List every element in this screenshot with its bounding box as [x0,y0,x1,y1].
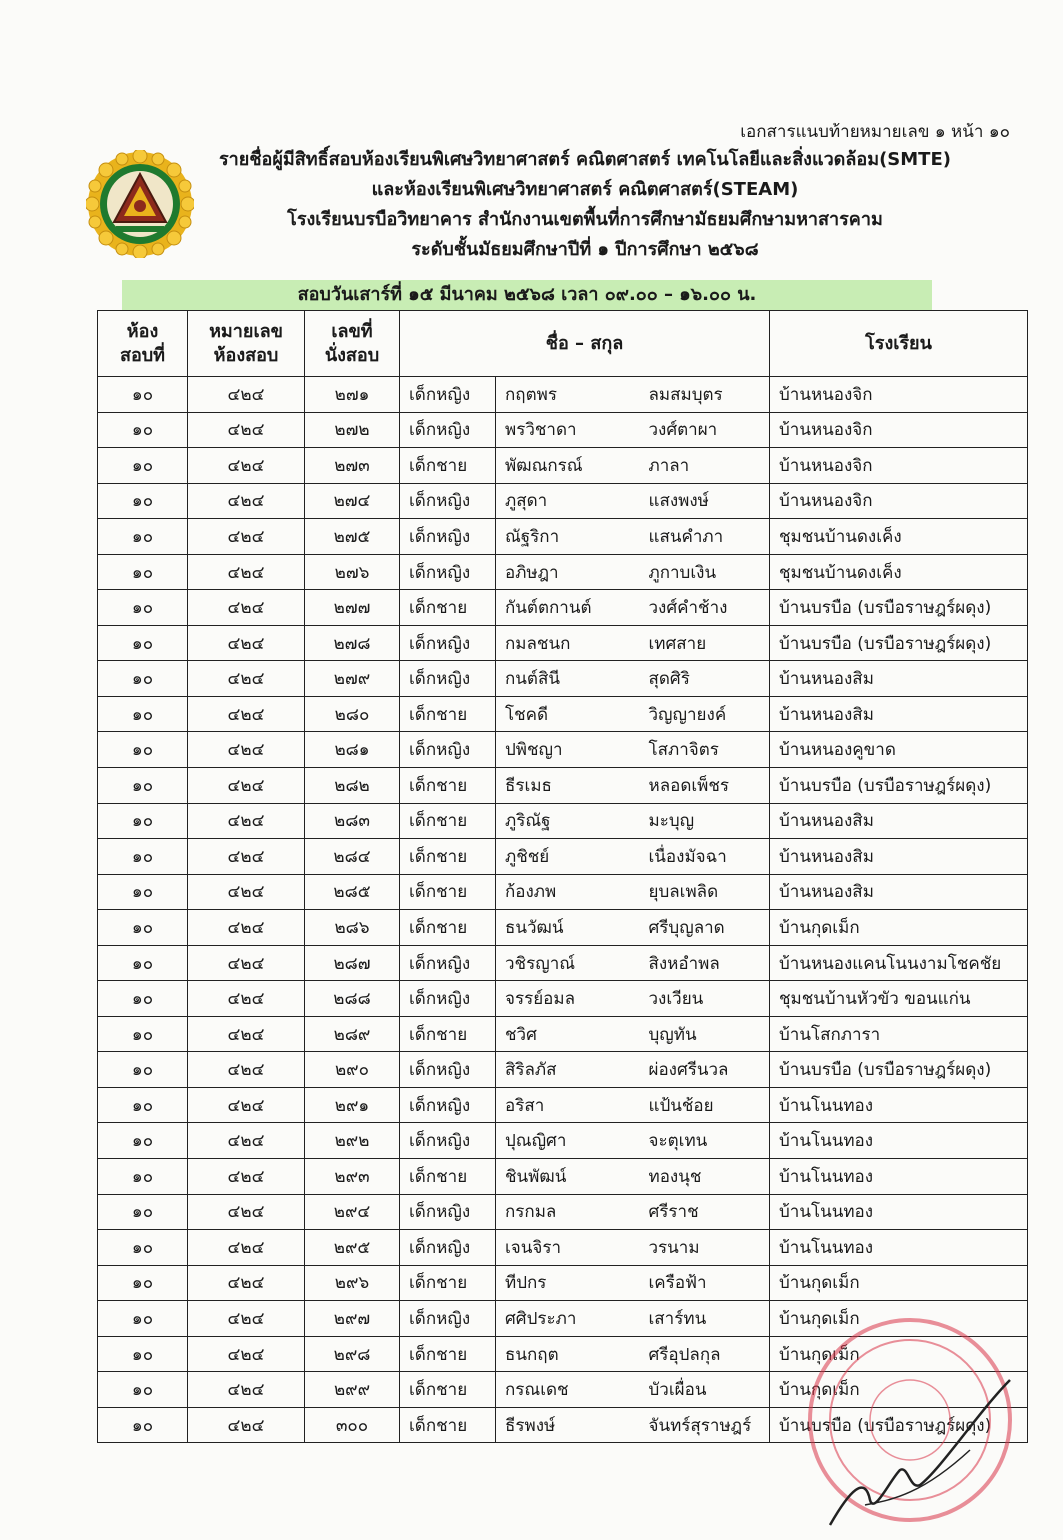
cell-title: เด็กหญิง [400,554,496,590]
cell-seat-number: ๒๙๐ [305,1052,400,1088]
table-row [98,1230,1028,1266]
cell-school: บ้านหนองจิก [770,483,1028,519]
cell-seat-number: ๒๗๘ [305,625,400,661]
table-row [98,661,1028,697]
cell-first-name: ธีรเมธ [496,768,640,804]
cell-last-name: ลมสมบุตร [640,377,770,413]
cell-title: เด็กชาย [400,1159,496,1195]
cell-title: เด็กหญิง [400,1194,496,1230]
table-row [98,981,1028,1017]
cell-seat-number: ๒๗๕ [305,519,400,555]
cell-first-name: สิริลภัส [496,1052,640,1088]
cell-first-name: กรกมล [496,1194,640,1230]
header-seat-number: เลขที่ นั่งสอบ [305,311,400,377]
cell-room: ๑๐ [98,910,188,946]
table-row [98,768,1028,804]
cell-school: บ้านหนองสิม [770,661,1028,697]
table-row [98,412,1028,448]
table-row [98,910,1028,946]
cell-title: เด็กหญิง [400,625,496,661]
cell-last-name: วรนาม [640,1230,770,1266]
cell-first-name: วชิรญาณ์ [496,945,640,981]
cell-room-number: ๔๒๔ [188,412,305,448]
table-row [98,803,1028,839]
cell-first-name: โชคดี [496,696,640,732]
cell-title: เด็กชาย [400,910,496,946]
cell-school: บ้านโนนทอง [770,1230,1028,1266]
cell-room: ๑๐ [98,1301,188,1337]
cell-first-name: ชินพัฒน์ [496,1159,640,1195]
cell-room: ๑๐ [98,625,188,661]
cell-room-number: ๔๒๔ [188,1336,305,1372]
title-line-2: และห้องเรียนพิเศษวิทยาศาสตร์ คณิตศาสตร์(STEAM) [371,179,799,200]
cell-title: เด็กหญิง [400,519,496,555]
cell-seat-number: ๒๘๓ [305,803,400,839]
title-line-3: โรงเรียนบรบือวิทยาคาร สำนักงานเขตพื้นที่การศึกษามัธยมศึกษามหาสารคาม [287,209,883,230]
cell-room-number: ๔๒๔ [188,1372,305,1408]
cell-first-name: ณัฐริกา [496,519,640,555]
cell-room: ๑๐ [98,1016,188,1052]
cell-first-name: ธนกฤต [496,1336,640,1372]
cell-room-number: ๔๒๔ [188,661,305,697]
cell-seat-number: ๒๙๔ [305,1194,400,1230]
cell-room-number: ๔๒๔ [188,1159,305,1195]
cell-last-name: ภูกาบเงิน [640,554,770,590]
cell-seat-number: ๒๗๙ [305,661,400,697]
cell-first-name: ธนวัฒน์ [496,910,640,946]
cell-room: ๑๐ [98,839,188,875]
cell-title: เด็กชาย [400,696,496,732]
table-row [98,377,1028,413]
cell-room: ๑๐ [98,1336,188,1372]
cell-first-name: ธีรพงษ์ [496,1407,640,1443]
cell-seat-number: ๒๘๔ [305,839,400,875]
cell-last-name: จะตุเทน [640,1123,770,1159]
header-school: โรงเรียน [770,311,1028,377]
cell-room-number: ๔๒๔ [188,696,305,732]
table-row [98,1301,1028,1337]
cell-title: เด็กหญิง [400,981,496,1017]
cell-school: บ้านหนองสิม [770,839,1028,875]
cell-title: เด็กชาย [400,768,496,804]
cell-room: ๑๐ [98,1407,188,1443]
cell-room-number: ๔๒๔ [188,803,305,839]
cell-first-name: กฤตพร [496,377,640,413]
cell-seat-number: ๒๗๑ [305,377,400,413]
cell-room: ๑๐ [98,377,188,413]
cell-last-name: โสภาจิตร [640,732,770,768]
table-row [98,732,1028,768]
cell-school: บ้านโนนทอง [770,1123,1028,1159]
candidate-table [97,310,1028,1443]
cell-seat-number: ๒๘๕ [305,874,400,910]
cell-seat-number: ๒๙๒ [305,1123,400,1159]
cell-school: บ้านหนองจิก [770,412,1028,448]
table-row [98,554,1028,590]
cell-seat-number: ๒๗๗ [305,590,400,626]
header-name: ชื่อ – สกุล [400,311,770,377]
cell-last-name: บัวเผื่อน [640,1372,770,1408]
table-row [98,1407,1028,1443]
cell-first-name: กมลชนก [496,625,640,661]
document-title [195,145,975,265]
cell-seat-number: ๓๐๐ [305,1407,400,1443]
cell-school: บ้านบรบือ (บรบือราษฎร์ผดุง) [770,590,1028,626]
cell-room: ๑๐ [98,945,188,981]
cell-title: เด็กชาย [400,839,496,875]
school-emblem-icon [86,150,194,258]
cell-room-number: ๔๒๔ [188,981,305,1017]
cell-room: ๑๐ [98,519,188,555]
cell-title: เด็กหญิง [400,412,496,448]
cell-room-number: ๔๒๔ [188,483,305,519]
cell-first-name: อภิษฎา [496,554,640,590]
header-room: ห้อง สอบที่ [98,311,188,377]
cell-room-number: ๔๒๔ [188,910,305,946]
cell-last-name: วงศ์คำช้าง [640,590,770,626]
cell-room-number: ๔๒๔ [188,554,305,590]
table-row [98,1336,1028,1372]
cell-seat-number: ๒๘๙ [305,1016,400,1052]
table-row [98,448,1028,484]
cell-title: เด็กชาย [400,1372,496,1408]
cell-room-number: ๔๒๔ [188,1194,305,1230]
cell-last-name: สุดศิริ [640,661,770,697]
cell-room-number: ๔๒๔ [188,768,305,804]
cell-last-name: ทองนุช [640,1159,770,1195]
cell-title: เด็กหญิง [400,661,496,697]
cell-room-number: ๔๒๔ [188,1087,305,1123]
cell-title: เด็กชาย [400,1016,496,1052]
cell-last-name: สิงหอำพล [640,945,770,981]
cell-seat-number: ๒๗๒ [305,412,400,448]
cell-room-number: ๔๒๔ [188,1407,305,1443]
cell-seat-number: ๒๗๔ [305,483,400,519]
cell-last-name: ยุบลเพลิด [640,874,770,910]
cell-last-name: ภาลา [640,448,770,484]
cell-seat-number: ๒๗๖ [305,554,400,590]
cell-first-name: ปุณญิศา [496,1123,640,1159]
cell-last-name: เนื่องมัจฉา [640,839,770,875]
cell-title: เด็กชาย [400,448,496,484]
cell-first-name: กันต์ตกานต์ [496,590,640,626]
cell-last-name: วงเวียน [640,981,770,1017]
cell-seat-number: ๒๘๖ [305,910,400,946]
cell-last-name: เสาร์ทน [640,1301,770,1337]
cell-room-number: ๔๒๔ [188,945,305,981]
cell-school: บ้านบรบือ (บรบือราษฎร์ผดุง) [770,768,1028,804]
cell-seat-number: ๒๘๑ [305,732,400,768]
cell-seat-number: ๒๗๓ [305,448,400,484]
exam-date-banner: สอบวันเสาร์ที่ ๑๕ มีนาคม ๒๕๖๘ เวลา ๐๙.๐๐ – ๑๖.๐๐ น. [122,280,932,310]
cell-title: เด็กหญิง [400,1301,496,1337]
cell-school: บ้านโสกภารา [770,1016,1028,1052]
title-line-1: รายชื่อผู้มีสิทธิ์สอบห้องเรียนพิเศษวิทยาศาสตร์ คณิตศาสตร์ เทคโนโลยีและสิ่งแวดล้อม(SMTE) [219,149,951,170]
cell-room: ๑๐ [98,1087,188,1123]
cell-title: เด็กหญิง [400,1230,496,1266]
cell-first-name: ภูชิชย์ [496,839,640,875]
cell-room: ๑๐ [98,981,188,1017]
cell-school: ชุมชนบ้านหัวขัว ขอนแก่น [770,981,1028,1017]
cell-room-number: ๔๒๔ [188,1052,305,1088]
cell-room-number: ๔๒๔ [188,1123,305,1159]
cell-school: บ้านบรบือ (บรบือราษฎร์ผดุง) [770,1052,1028,1088]
cell-seat-number: ๒๘๘ [305,981,400,1017]
cell-first-name: พรวิชาดา [496,412,640,448]
cell-seat-number: ๒๙๙ [305,1372,400,1408]
cell-room: ๑๐ [98,483,188,519]
cell-room: ๑๐ [98,768,188,804]
cell-seat-number: ๒๙๗ [305,1301,400,1337]
cell-room-number: ๔๒๔ [188,1301,305,1337]
document-reference: เอกสารแนบท้ายหมายเลข ๑ หน้า ๑๐ [740,122,1010,142]
cell-title: เด็กหญิง [400,945,496,981]
cell-last-name: ศรีบุญลาด [640,910,770,946]
cell-room-number: ๔๒๔ [188,1016,305,1052]
cell-school: บ้านหนองสิม [770,803,1028,839]
cell-room: ๑๐ [98,448,188,484]
table-row [98,696,1028,732]
table-row [98,945,1028,981]
table-row [98,590,1028,626]
cell-school: บ้านโนนทอง [770,1159,1028,1195]
cell-room: ๑๐ [98,1230,188,1266]
cell-school: บ้านกุดเม็ก [770,1372,1028,1408]
cell-room: ๑๐ [98,1123,188,1159]
cell-school: บ้านกุดเม็ก [770,910,1028,946]
cell-school: บ้านโนนทอง [770,1087,1028,1123]
table-row [98,1052,1028,1088]
cell-room-number: ๔๒๔ [188,377,305,413]
cell-last-name: วงศ์ตาผา [640,412,770,448]
table-row [98,1016,1028,1052]
cell-room-number: ๔๒๔ [188,732,305,768]
cell-room: ๑๐ [98,1052,188,1088]
cell-last-name: ผ่องศรีนวล [640,1052,770,1088]
cell-last-name: จันทร์สุราษฎร์ [640,1407,770,1443]
cell-school: ชุมชนบ้านดงเค็ง [770,519,1028,555]
cell-school: บ้านหนองจิก [770,448,1028,484]
cell-school: ชุมชนบ้านดงเค็ง [770,554,1028,590]
cell-seat-number: ๒๙๖ [305,1265,400,1301]
cell-title: เด็กชาย [400,1336,496,1372]
cell-room: ๑๐ [98,732,188,768]
cell-first-name: ปพิชญา [496,732,640,768]
cell-room: ๑๐ [98,590,188,626]
cell-room-number: ๔๒๔ [188,839,305,875]
cell-last-name: เครือฟ้า [640,1265,770,1301]
cell-last-name: แป้นช้อย [640,1087,770,1123]
cell-room: ๑๐ [98,1265,188,1301]
cell-room: ๑๐ [98,696,188,732]
cell-title: เด็กหญิง [400,732,496,768]
header-room-number: หมายเลข ห้องสอบ [188,311,305,377]
cell-first-name: กรณเดช [496,1372,640,1408]
cell-seat-number: ๒๘๗ [305,945,400,981]
cell-room: ๑๐ [98,1372,188,1408]
cell-school: บ้านบรบือ (บรบือราษฎร์ผดุง) [770,1407,1028,1443]
cell-first-name: ชวิศ [496,1016,640,1052]
table-row [98,1159,1028,1195]
cell-room: ๑๐ [98,661,188,697]
cell-seat-number: ๒๙๘ [305,1336,400,1372]
cell-seat-number: ๒๙๓ [305,1159,400,1195]
table-row [98,625,1028,661]
table-row [98,1123,1028,1159]
cell-first-name: ภูริณัฐ [496,803,640,839]
table-header-row [98,311,1028,377]
cell-school: บ้านกุดเม็ก [770,1301,1028,1337]
table-row [98,483,1028,519]
table-row [98,1087,1028,1123]
cell-last-name: หลอดเพ็ชร [640,768,770,804]
cell-room-number: ๔๒๔ [188,1230,305,1266]
cell-first-name: ศศิประภา [496,1301,640,1337]
cell-title: เด็กชาย [400,803,496,839]
table-row [98,874,1028,910]
cell-room: ๑๐ [98,412,188,448]
table-body [98,377,1028,1443]
cell-last-name: แสงพงษ์ [640,483,770,519]
cell-first-name: ภูสุดา [496,483,640,519]
cell-title: เด็กชาย [400,874,496,910]
cell-school: บ้านบรบือ (บรบือราษฎร์ผดุง) [770,625,1028,661]
cell-title: เด็กชาย [400,1265,496,1301]
cell-room: ๑๐ [98,803,188,839]
cell-first-name: พัฒณกรณ์ [496,448,640,484]
cell-last-name: แสนคำภา [640,519,770,555]
cell-first-name: จรรย์อมล [496,981,640,1017]
cell-title: เด็กหญิง [400,1087,496,1123]
cell-school: บ้านหนองคูขาด [770,732,1028,768]
cell-last-name: ศรีราช [640,1194,770,1230]
cell-first-name: เจนจิรา [496,1230,640,1266]
cell-school: บ้านโนนทอง [770,1194,1028,1230]
cell-title: เด็กชาย [400,1407,496,1443]
cell-school: บ้านกุดเม็ก [770,1265,1028,1301]
cell-last-name: ศรีอุปลกุล [640,1336,770,1372]
cell-room-number: ๔๒๔ [188,874,305,910]
cell-school: บ้านหนองสิม [770,874,1028,910]
cell-title: เด็กหญิง [400,483,496,519]
cell-school: บ้านหนองสิม [770,696,1028,732]
cell-title: เด็กชาย [400,590,496,626]
cell-last-name: วิญญายงค์ [640,696,770,732]
cell-seat-number: ๒๘๐ [305,696,400,732]
cell-school: บ้านหนองจิก [770,377,1028,413]
table-row [98,1194,1028,1230]
cell-room-number: ๔๒๔ [188,625,305,661]
cell-room-number: ๔๒๔ [188,448,305,484]
cell-title: เด็กหญิง [400,1052,496,1088]
cell-first-name: ทีปกร [496,1265,640,1301]
cell-room-number: ๔๒๔ [188,519,305,555]
cell-school: บ้านหนองแคนโนนงามโชคชัย [770,945,1028,981]
cell-last-name: มะบุญ [640,803,770,839]
cell-last-name: บุญทัน [640,1016,770,1052]
cell-room: ๑๐ [98,554,188,590]
table-row [98,519,1028,555]
cell-room-number: ๔๒๔ [188,590,305,626]
cell-first-name: ก้องภพ [496,874,640,910]
cell-first-name: อริสา [496,1087,640,1123]
cell-room: ๑๐ [98,874,188,910]
cell-room-number: ๔๒๔ [188,1265,305,1301]
cell-first-name: กนต์สินี [496,661,640,697]
cell-room: ๑๐ [98,1159,188,1195]
cell-room: ๑๐ [98,1194,188,1230]
cell-school: บ้านกุดเม็ก [770,1336,1028,1372]
cell-seat-number: ๒๘๒ [305,768,400,804]
title-line-4: ระดับชั้นมัธยมศึกษาปีที่ ๑ ปีการศึกษา ๒๕๖๘ [411,239,759,260]
cell-title: เด็กหญิง [400,377,496,413]
cell-seat-number: ๒๙๕ [305,1230,400,1266]
table-row [98,1265,1028,1301]
cell-seat-number: ๒๙๑ [305,1087,400,1123]
cell-title: เด็กหญิง [400,1123,496,1159]
table-row [98,1372,1028,1408]
table-row [98,839,1028,875]
cell-last-name: เทศสาย [640,625,770,661]
